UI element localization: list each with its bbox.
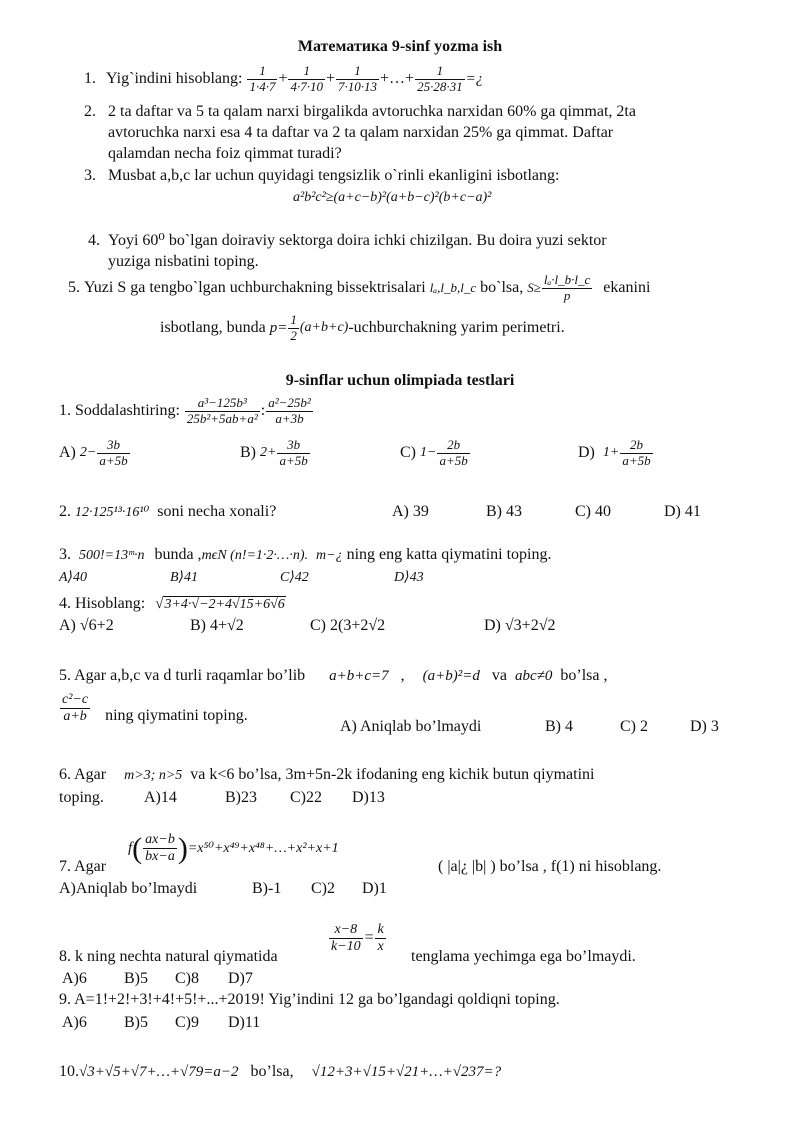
- equals-unknown: =¿: [465, 71, 484, 88]
- equation-2: (a+b)²=d: [422, 668, 480, 684]
- question-text: bo’lsa,: [250, 1063, 294, 1080]
- question-expression: 500!=13ᵐ·n: [79, 548, 145, 563]
- problem-number: 4.: [88, 232, 100, 249]
- inequality-formula: a²b²c²≥(a+c−b)²(a+b−c)²(b+c−a)²: [293, 190, 492, 205]
- condition: m>3; n>5: [124, 768, 183, 783]
- answer-option-a: A)14: [144, 789, 177, 806]
- question-text: 1. Soddalashtiring:: [59, 402, 180, 420]
- inequality-sign: S≥: [527, 279, 541, 295]
- question-text: 8. k ning nechta natural qiymatida: [59, 948, 278, 965]
- answer-option-c: C)8: [175, 970, 199, 987]
- answer-option-b: B) 43: [486, 503, 522, 520]
- problem-text: isbotlang, bunda: [160, 319, 266, 337]
- answer-option-d: D)13: [352, 789, 385, 806]
- problem-number: 2.: [84, 103, 96, 120]
- answer-option-b: B)-1: [252, 880, 282, 897]
- olympiad-question-4: 4. Hisoblang: √3+4·√−2+4√15+6√6: [59, 595, 285, 612]
- equation-1: √3+√5+√7+…+√79=a−2: [79, 1064, 239, 1080]
- answer-option-d: D)1: [362, 880, 387, 897]
- problem-text: Yuzi S ga tengbo`lgan uchburchakning bissektrisalari: [84, 279, 426, 297]
- question-text: bunda ,: [154, 546, 202, 563]
- problem-number: 3.: [84, 167, 96, 184]
- question-text: ning eng katta qiymatini toping.: [346, 546, 552, 563]
- fraction: $\frac{1}{4\cdot 7\cdot 10}$: [290, 63, 323, 94]
- question-expression: 12·125¹³·16¹⁰: [75, 505, 150, 520]
- fraction: $\frac{\text{c²−c}}{a+b}$: [62, 692, 89, 725]
- answer-option-c: C) 2: [620, 718, 648, 735]
- question-condition: ( |a|¿ |b| ) bo’lsa , f(1) ni hisoblang.: [438, 858, 662, 875]
- problem-text: qalamdan necha foiz qimmat turadi?: [108, 145, 342, 162]
- answer-option-d: D)7: [228, 970, 253, 987]
- section-title: 9-sinflar uchun olimpiada testlari: [285, 372, 515, 389]
- question-text: tenglama yechimga ega bo’lmaydi.: [411, 948, 636, 965]
- written-problem-5-line-2: [160, 313, 565, 344]
- question-number: 3.: [59, 546, 71, 563]
- question-text: soni necha xonali?: [157, 503, 277, 520]
- equation-1: a+b+c=7: [329, 668, 389, 684]
- problem-text: Yig`indini hisoblang:: [106, 70, 243, 88]
- answer-option-c: C⟩42: [280, 570, 309, 585]
- question-number: 2.: [59, 503, 71, 520]
- question-text: va k<6 bo’lsa, 3m+5n-2k ifodaning eng kichik butun qiymatini: [190, 766, 595, 783]
- problem-number: 5.: [68, 279, 80, 297]
- fraction: $\frac{\text{a³−125b³}}{\text{25b²+5ab+a²}}$: [186, 395, 258, 426]
- answer-option-c: C)2: [311, 880, 335, 897]
- answer-option-b: B) 4: [545, 718, 573, 735]
- olympiad-question-10: [59, 1063, 501, 1081]
- question-number: 10.: [59, 1063, 79, 1080]
- answer-option-a: A)Aniqlab bo’lmaydi: [59, 880, 198, 897]
- page-title: Математика 9-sinf yozma ish: [297, 38, 503, 55]
- olympiad-question-5-line-2: [59, 692, 248, 725]
- olympiad-question-3: [59, 546, 551, 564]
- answer-option-a: A)6: [62, 1014, 87, 1031]
- answer-option-d: D) √3+2√2: [484, 617, 556, 634]
- answer-option-b: B)5: [124, 970, 148, 987]
- fraction: $\frac{1}{1\cdot 4\cdot 7}$: [249, 63, 276, 94]
- answer-option-a: A) √6+2: [59, 617, 114, 634]
- problem-text: ekanini: [603, 279, 651, 297]
- fraction: $\frac{\text{a²−25b²}}{a+3b}$: [268, 395, 311, 426]
- written-problem-5: [68, 273, 650, 304]
- radical-expression: 3+4·√−2+4√15+6√6: [164, 597, 285, 612]
- question-text: 7. Agar: [59, 858, 107, 875]
- olympiad-question-5: 5. Agar a,b,c va d turli raqamlar bo’lib a+b+c=7 , (a+b)²=d va abc≠0 bo’lsa ,: [59, 667, 608, 684]
- division-sign: :: [260, 402, 266, 420]
- answer-option-d: D) 3: [690, 718, 719, 735]
- fraction: $\frac{1}{25\cdot 28\cdot 31}$: [417, 63, 463, 94]
- function-equation: f( $\frac{ax-b}{bx-a}$ )=x⁵⁰+x⁴⁹+x⁴⁸+…+x²+x+1: [128, 831, 339, 865]
- question-text: toping.: [59, 789, 104, 806]
- equation-2: √12+3+√15+√21+…+√237=?: [311, 1064, 502, 1080]
- answer-option-b: B)23: [225, 789, 257, 806]
- question-text: ning qiymatini toping.: [105, 706, 248, 724]
- fraction: $\frac{\text{lₐ·l\_b·l\_c}}{p}$: [543, 272, 591, 303]
- fraction: $\frac{1}{7\cdot 10\cdot 13}$: [338, 63, 378, 94]
- equation-3: abc≠0: [515, 668, 553, 684]
- answer-option-d: D)11: [228, 1014, 261, 1031]
- answer-option-b: B) 2+ $\frac{3b}{a+5b}$: [240, 437, 308, 468]
- question-text: 4. Hisoblang:: [59, 595, 146, 612]
- answer-option-d: D⟩43: [394, 570, 424, 585]
- answer-option-c: C)22: [290, 789, 322, 806]
- question-text: 9. A=1!+2!+3!+4!+5!+...+2019! Yig’indini 12 ga bo’lgandagi qoldiqni toping.: [59, 991, 560, 1008]
- problem-number: 1.: [84, 70, 96, 88]
- answer-option-a: A) Aniqlab bo’lmaydi: [340, 718, 482, 735]
- olympiad-question-6: [59, 766, 595, 784]
- answer-option-d: D) 41: [664, 503, 701, 520]
- olympiad-question-2: [59, 503, 276, 521]
- question-condition: mϵN (n!=1·2·…·n).: [201, 548, 309, 563]
- problem-text: yuziga nisbatini toping.: [108, 253, 259, 270]
- problem-text: bo`lsa,: [480, 279, 524, 297]
- answer-option-d: D) 1+ $\frac{2b}{a+5b}$: [578, 437, 651, 468]
- answer-option-b: B)5: [124, 1014, 148, 1031]
- question-text: 6. Agar: [59, 766, 107, 783]
- answer-option-a: A) 39: [392, 503, 429, 520]
- answer-option-a: A)6: [62, 970, 87, 987]
- answer-option-c: C) 1− $\frac{2b}{a+5b}$: [400, 437, 468, 468]
- olympiad-question-1: [59, 396, 314, 427]
- answer-option-b: B) 4+√2: [190, 617, 244, 634]
- problem-text: avtoruchka narxi esa 4 ta daftar va 2 ta qalam narxidan 25% ga qimmat. Daftar: [108, 124, 614, 141]
- answer-option-c: C)9: [175, 1014, 199, 1031]
- answer-option-a: A) 2− $\frac{3b}{a+5b}$: [59, 437, 128, 468]
- answer-option-a: A⟩40: [59, 570, 88, 585]
- problem-text: Musbat a,b,c lar uchun quyidagi tengsizlik o`rinli ekanligini isbotlang:: [108, 167, 560, 184]
- bisector-vars: lₐ,l_b,l_c: [429, 279, 477, 295]
- equation: $\frac{x-8}{k-10}$ = $\frac{k}{x}$: [331, 922, 384, 955]
- answer-option-c: C) 40: [575, 503, 611, 520]
- written-problem-1: 1. Yig`indini hisoblang: $\frac{1}{1\cdot 4\cdot 7}$ + $\frac{1}{4\cdot 7\cdot 10}$ + $\frac{1}{7\cdot 10\cdot 13}$ +…+ $\frac{1}{25\cdot 28\cdot 31}$ =¿: [84, 63, 484, 94]
- variable-m: m−¿: [316, 548, 343, 563]
- question-text: 5. Agar a,b,c va d turli raqamlar bo’lib: [59, 667, 306, 684]
- perimeter-sum: (a+b+c): [299, 320, 349, 336]
- problem-text: -uchburchakning yarim perimetri.: [348, 319, 565, 337]
- problem-text: 2 ta daftar va 5 ta qalam narxi birgalikda avtoruchka narxidan 60% ga qimmat, 2ta: [108, 103, 636, 120]
- fraction: $\frac{1}{2}$: [290, 312, 297, 343]
- perimeter-formula: p=: [269, 319, 288, 336]
- answer-option-c: C) 2(3+2√2: [310, 617, 386, 634]
- answer-option-b: B⟩41: [170, 570, 199, 585]
- problem-text: Yoyi 60⁰ bo`lgan doiraviy sektorga doira ichki chizilgan. Bu doira yuzi sektor: [108, 232, 607, 249]
